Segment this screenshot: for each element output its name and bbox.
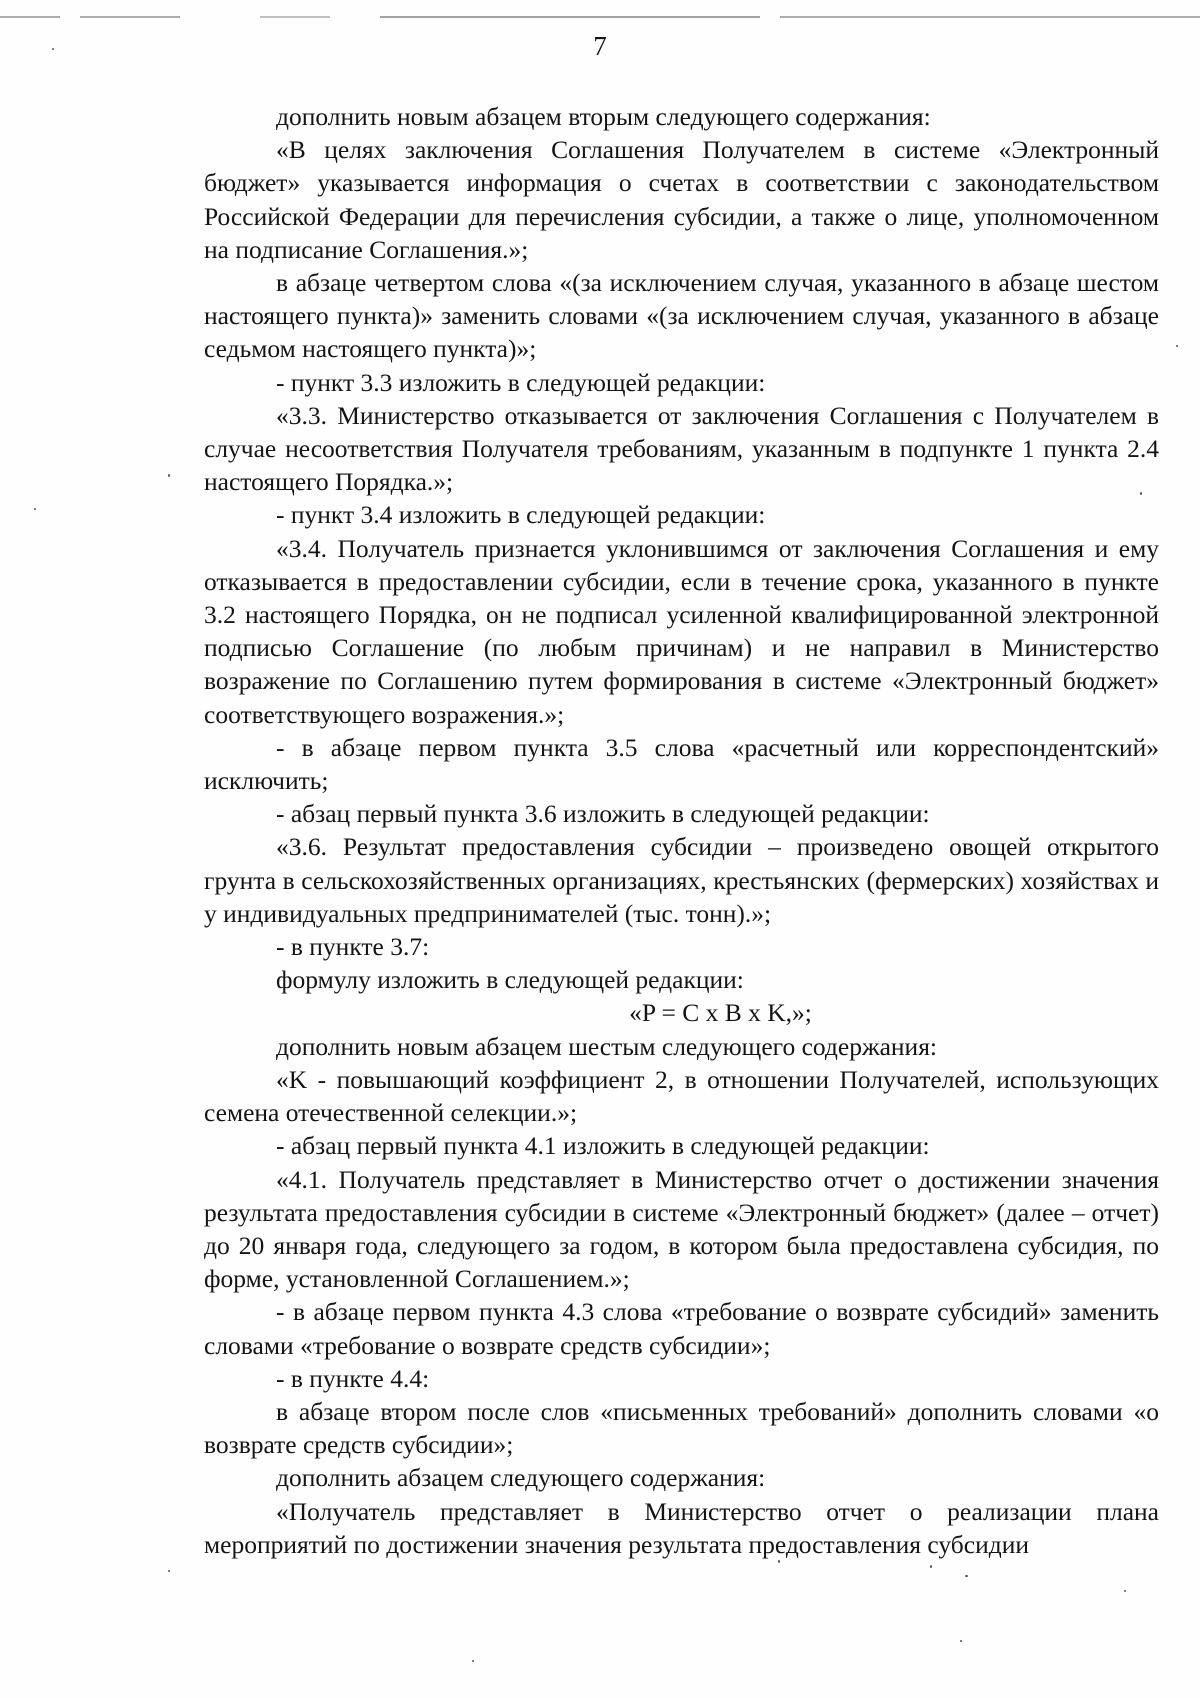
paragraph: - в абзаце первом пункта 4.3 слова «требование о возврате субсидий» заменить словами «требование о возврате средств субсидии»; xyxy=(204,1297,1159,1360)
paragraph: «3.3. Министерство отказывается от заключения Соглашения с Получателем в случае несоответствия Получателя требованиям, указанным в подпункте 1 пункта 2.4 настоящего Порядка.»; xyxy=(204,400,1159,497)
paragraph: - в пункте 3.7: xyxy=(276,932,430,962)
scan-speck xyxy=(778,1560,780,1563)
paragraph: - абзац первый пункта 3.6 изложить в следующей редакции: xyxy=(276,799,930,829)
scan-speck xyxy=(930,1565,932,1568)
scan-edge-line xyxy=(0,16,1200,18)
scan-speck xyxy=(965,1575,968,1577)
paragraph: «3.6. Результат предоставления субсидии – произведено овощей открытого грунта в сельскохозяйственных организациях, крестьянских (фермерских) хозяйствах и у индивидуальных предпринимателей (тыс. тонн).»; xyxy=(204,832,1159,928)
paragraph: дополнить новым абзацем шестым следующего содержания: xyxy=(276,1031,938,1061)
scan-speck xyxy=(168,1570,170,1572)
scan-speck xyxy=(1140,492,1142,495)
paragraph: - в абзаце первом пункта 3.5 слова «расчетный или корреспондентский» исключить; xyxy=(204,732,1159,796)
paragraph: «Получатель представляет в Министерство отчет о реализации плана мероприятий по достижении значения результата предоставления субсидии xyxy=(204,1496,1159,1559)
paragraph: дополнить абзацем следующего содержания: xyxy=(276,1463,766,1493)
scan-speck xyxy=(1176,345,1178,347)
paragraph: «В целях заключения Соглашения Получателем в системе «Электронный бюджет» указывается информация о счетах в соответствии с законодательством Российской Федерации для перечисления субсидии, а также о лице, уполномоченном на подписание Соглашения.»; xyxy=(204,135,1159,264)
paragraph: дополнить новым абзацем вторым следующего содержания: xyxy=(276,102,931,131)
paragraph: в абзаце четвертом слова «(за исключением случая, указанного в абзаце шестом настоящего пункта)» заменить словами «(за исключением случая, указанного в абзаце седьмом настоящего пункта)»; xyxy=(204,268,1159,364)
paragraph: - абзац первый пункта 4.1 изложить в следующей редакции: xyxy=(276,1131,930,1161)
paragraph: «K - повышающий коэффициент 2, в отношении Получателей, использующих семена отечественной селекции.»; xyxy=(204,1064,1159,1128)
paragraph: в абзаце втором после слов «письменных требований» дополнить словами «о возврате средств субсидии»; xyxy=(204,1396,1159,1460)
page-number: 7 xyxy=(593,31,607,61)
formula: «P = C x B x K,»; xyxy=(629,998,812,1028)
paragraph: - пункт 3.3 изложить в следующей редакции: xyxy=(276,367,766,397)
paragraph: «3.4. Получатель признается уклонившимся от заключения Соглашения и ему отказывается в предоставлении субсидии, если в течение срока, указанного в пункте 3.2 настоящего Порядка, он не подписал усиленной квалифицированной электронной подписью Соглашение (по любым причинам) и не направил в Министерство возражение по Соглашению путем формирования в системе «Электронный бюджет» соответствующего возражения.»; xyxy=(204,533,1159,729)
paragraph: - в пункте 4.4: xyxy=(276,1363,430,1393)
scan-speck xyxy=(1124,1590,1126,1592)
scan-speck xyxy=(472,1660,474,1662)
document-body xyxy=(204,100,1159,1561)
scan-speck xyxy=(960,1640,962,1642)
scan-speck xyxy=(34,508,36,510)
paragraph: формулу изложить в следующей редакции: xyxy=(276,965,744,995)
scan-speck xyxy=(52,48,54,50)
paragraph: - пункт 3.4 изложить в следующей редакции: xyxy=(276,500,766,530)
scan-speck xyxy=(168,474,170,477)
paragraph: «4.1. Получатель представляет в Министерство отчет о достижении значения результата предоставления субсидии в системе «Электронный бюджет» (далее – отчет) до 20 января года, следующего за годом, в котором была предоставлена субсидия, по форме, установленной Соглашением.»; xyxy=(204,1164,1159,1294)
